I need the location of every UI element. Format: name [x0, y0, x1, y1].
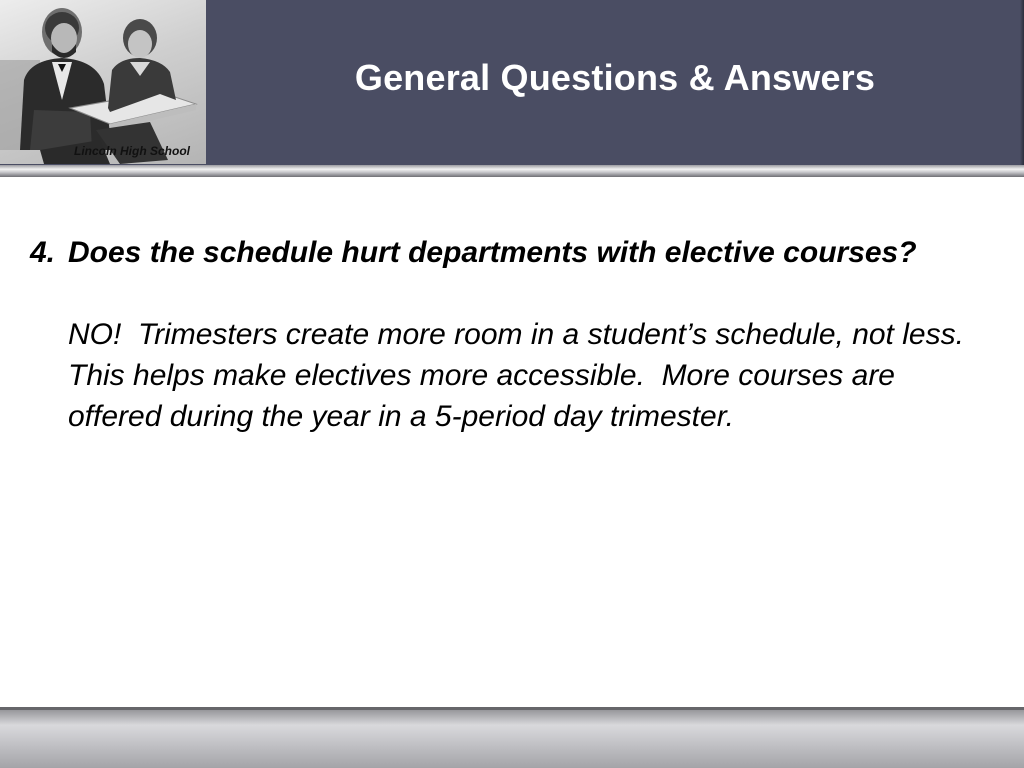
- header-divider: [0, 165, 1024, 177]
- header-bar: [0, 0, 1024, 165]
- lincoln-photo-illustration: [0, 0, 206, 164]
- answer-text: NO! Trimesters create more room in a student’s schedule, not less. This helps make electives more accessible. More courses are offered during the year in a 5-period day trimester.: [68, 318, 981, 433]
- question: [30, 232, 990, 273]
- footer-divider: [0, 707, 1024, 710]
- page-title: General Questions & Answers: [354, 57, 876, 98]
- question-number: 4.: [30, 236, 56, 269]
- question-text: Does the schedule hurt departments with elective courses?: [68, 236, 917, 269]
- photo-caption: Lincoln High School: [74, 144, 190, 158]
- header-edge: [1020, 0, 1024, 165]
- main-content: [30, 232, 990, 437]
- lincoln-photo: [0, 0, 206, 164]
- footer-bar: [0, 707, 1024, 768]
